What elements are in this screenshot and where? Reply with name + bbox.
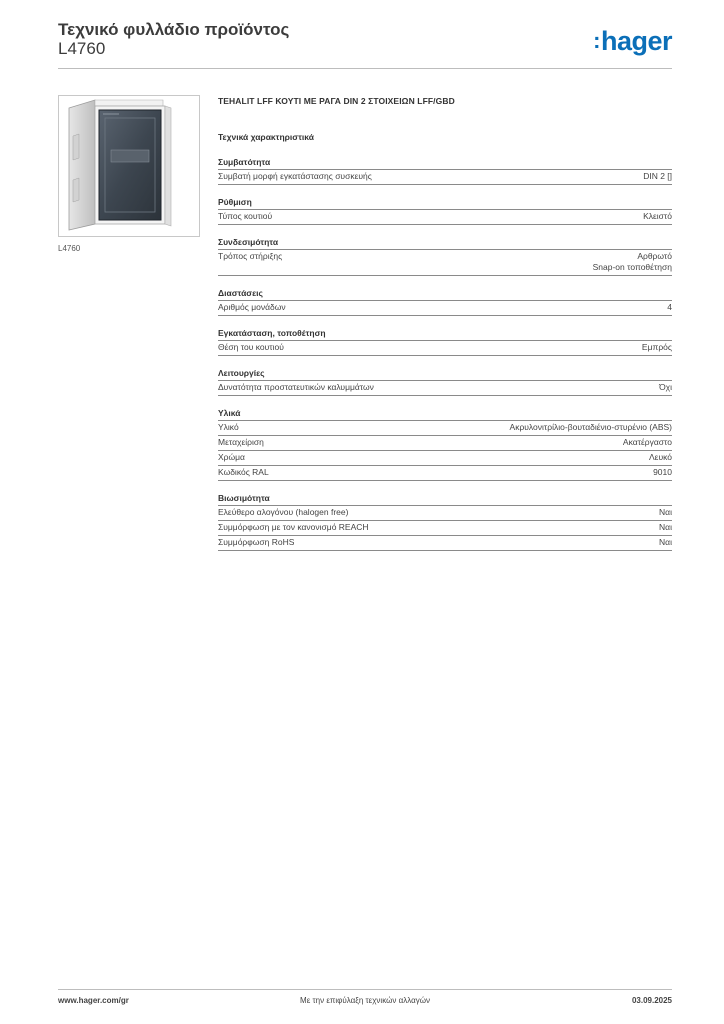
spec-group-sustainability [218,493,672,551]
spec-group-installation [218,328,672,356]
logo-text: hager [600,26,672,56]
spec-value-line: Αρθρωτό [637,251,672,261]
spec-group-title: Συνδεσιμότητα [218,237,672,250]
spec-group-title: Συμβατότητα [218,157,672,170]
spec-value [642,342,672,353]
spec-group-title: Εγκατάσταση, τοποθέτηση [218,328,672,341]
spec-row [218,381,672,396]
image-caption: L4760 [58,244,81,253]
spec-row [218,250,672,276]
spec-value-line: Εμπρός [641,342,672,352]
spec-value [649,452,672,463]
spec-label: Χρώμα [218,452,245,462]
spec-group-compatibility [218,157,672,185]
spec-group-materials [218,408,672,481]
spec-value [659,382,672,393]
website-link[interactable]: www.hager.com/gr [58,996,129,1005]
spec-label: Συμμόρφωση με τον κανονισμό REACH [218,522,369,532]
spec-row [218,521,672,536]
spec-group-title: Διαστάσεις [218,288,672,301]
spec-value-line: Ακατέργαστο [622,437,672,447]
spec-group-title: Ρύθμιση [218,197,672,210]
spec-label: Συμβατή μορφή εγκατάστασης συσκευής [218,171,372,181]
specifications [218,95,672,563]
page-header [58,20,672,68]
spec-label: Αριθμός μονάδων [218,302,286,312]
spec-row [218,466,672,481]
header-divider [58,68,672,69]
spec-label: Τύπος κουτιού [218,211,273,221]
logo-colon-icon: : [593,28,600,53]
spec-label: Δυνατότητα προστατευτικών καλυμμάτων [218,382,374,392]
spec-value [643,171,672,182]
spec-group-title: Υλικά [218,408,672,421]
spec-label: Υλικό [218,422,239,432]
spec-group-setup [218,197,672,225]
spec-value-line: Ναι [659,522,672,532]
spec-row [218,506,672,521]
spec-value [653,467,672,478]
spec-value [643,211,672,222]
footer-note: Με την επιφύλαξη τεχνικών αλλαγών [300,996,430,1005]
spec-group-title: Βιωσιμότητα [218,493,672,506]
spec-row [218,421,672,436]
spec-value [593,251,672,273]
spec-value-line: Λευκό [649,452,672,462]
spec-value-line: Ναι [659,537,672,547]
footer-date: 03.09.2025 [631,996,672,1005]
spec-value-line: Ναι [659,507,672,517]
spec-value-line: Κλειστό [643,211,672,221]
spec-row [218,341,672,356]
spec-group-functions [218,368,672,396]
spec-group-title: Λειτουργίες [218,368,672,381]
product-image [58,95,200,237]
spec-value-line: DIN 2 [] [643,171,672,181]
spec-value-line: 9010 [653,467,672,477]
spec-value [659,537,672,548]
spec-value [623,437,672,448]
spec-label: Συμμόρφωση RoHS [218,537,295,547]
enclosure-illustration-icon [59,96,199,236]
spec-value-line: Όχι [659,382,672,392]
spec-label: Θέση του κουτιού [218,342,284,352]
spec-value-line: Ακρυλονιτρίλιο-βουταδιένιο-στυρένιο (ABS) [509,422,672,432]
spec-row [218,170,672,185]
spec-label: Μεταχείριση [218,437,264,447]
spec-value [659,522,672,533]
spec-value [667,302,672,313]
spec-group-connectivity [218,237,672,276]
spec-value [659,507,672,518]
spec-group-dimensions [218,288,672,316]
hager-logo [593,26,672,57]
spec-row [218,301,672,316]
spec-label: Κωδικός RAL [218,467,269,477]
spec-value [510,422,672,433]
spec-row [218,451,672,466]
document-title: Τεχνικό φυλλάδιο προϊόντος [58,20,290,39]
spec-label: Ελεύθερο αλογόνου (halogen free) [218,507,349,517]
spec-row [218,210,672,225]
spec-label: Τρόπος στήριξης [218,251,283,261]
page-footer [58,996,672,1010]
product-name: TEHALIT LFF ΚΟΥΤΙ ΜΕ ΡΑΓΑ DIN 2 ΣΤΟΙΧΕΙΩΝ LFF/GBD [218,96,455,106]
spec-value-line: 4 [667,302,672,312]
spec-value-line: Snap-on τοποθέτηση [592,262,672,272]
section-heading: Τεχνικά χαρακτηριστικά [218,132,314,142]
spec-row [218,536,672,551]
footer-divider [58,989,672,990]
spec-row [218,436,672,451]
product-code: L4760 [58,39,106,58]
